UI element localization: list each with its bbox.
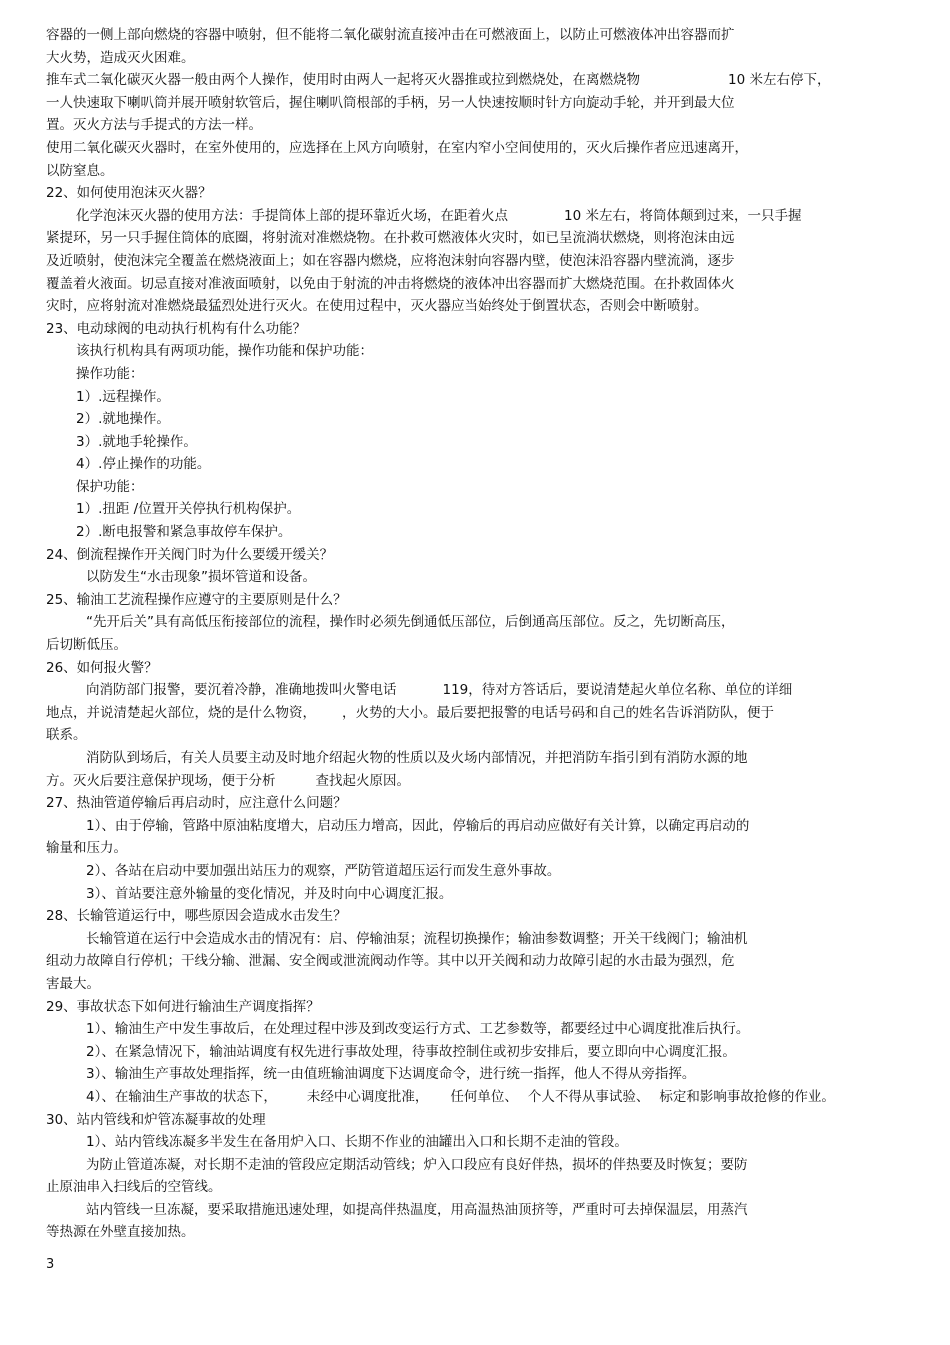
- text-segment: 4）、在输油生产事故的状态下，: [86, 1088, 277, 1105]
- text-segment: 个人不得从事试验、: [527, 1088, 650, 1105]
- question-heading: 29、事故状态下如何进行输油生产调度指挥？: [46, 998, 320, 1015]
- text-line: 为防止管道冻凝，对长期不走油的管段应定期活动管线；炉入口段应有良好伴热，损坏的伴热要及时恢复；要防: [86, 1156, 748, 1173]
- text-segment: 未经中心调度批准，: [306, 1088, 429, 1105]
- text-line: 1）、由于停输，管路中原油粘度增大，启动压力增高，因此，停输后的再启动应做好有关计算，以确定再启动的: [86, 817, 750, 834]
- text-line: 容器的一侧上部向燃烧的容器中喷射，但不能将二氧化碳射流直接冲击在可燃液面上，以防止可燃液体冲出容器而扩: [46, 27, 735, 43]
- text-line: 后切断低压。: [46, 637, 127, 654]
- text-line: [46, 1086, 910, 1109]
- question-heading: 22、如何使用泡沫灭火器？: [46, 185, 212, 202]
- text-line: 等热源在外壁直接加热。: [46, 1224, 195, 1241]
- text-line: 灾时，应将射流对准燃烧最猛烈处进行灭火。在使用过程中，灭火器应当始终处于倒置状态，否则会中断喷射。: [46, 298, 708, 315]
- text-line: 一人快速取下喇叭筒并展开喷射软管后，握住喇叭筒根部的手柄，另一人快速按顺时针方向旋动手轮，并开到最大位: [46, 94, 735, 111]
- text-line: 组动力故障自行停机；干线分输、泄漏、安全阀或泄流阀动作等。其中以开关阀和动力故障引起的水击最为强烈，危: [46, 953, 735, 970]
- page-number: 3: [46, 1257, 55, 1272]
- text-line: [46, 770, 910, 793]
- text-line: [46, 679, 910, 702]
- text-segment: 119，待对方答话后，要说清楚起火单位名称、单位的详细: [442, 682, 793, 699]
- text-line: [46, 69, 910, 92]
- text-line: 害最大。: [46, 975, 100, 992]
- text-line: 3）、输油生产事故处理指挥，统一由值班输油调度下达调度命令，进行统一指挥，他人不得从旁指挥。: [86, 1066, 696, 1083]
- question-heading: 24、倒流程操作开关阀门时为什么要缓开缓关？: [46, 546, 334, 563]
- question-heading: 26、如何报火警？: [46, 659, 158, 676]
- text-segment: 向消防部门报警，要沉着冷静，准确地拨叫火警电话: [86, 682, 397, 699]
- text-segment: 10 米左右停下，: [728, 72, 831, 89]
- text-line: [46, 205, 910, 228]
- question-heading: 30、站内管线和炉管冻凝事故的处理: [46, 1111, 266, 1128]
- text-line: 保护功能：: [76, 478, 144, 495]
- text-line: 站内管线一旦冻凝，要采取措施迅速处理，如提高伴热温度，用高温热油顶挤等，严重时可去掉保温层，用蒸汽: [86, 1201, 748, 1218]
- question-heading: 25、输油工艺流程操作应遵守的主要原则是什么？: [46, 591, 347, 608]
- text-segment: ，火势的大小。最后要把报警的电话号码和自己的姓名告诉消防队，便于: [342, 704, 774, 721]
- text-line: 以防窒息。: [46, 162, 114, 179]
- text-line: 长输管道在运行中会造成水击的情况有：启、停输油泵；流程切换操作；输油参数调整；开关干线阀门；输油机: [86, 930, 748, 947]
- text-line: 2）、各站在启动中要加强出站压力的观察，严防管道超压运行而发生意外事故。: [86, 862, 561, 879]
- text-segment: 标定和影响事故抢修的作业。: [659, 1088, 835, 1105]
- text-line: 1）、输油生产中发生事故后，在处理过程中涉及到改变运行方式、工艺参数等，都要经过中心调度批准后执行。: [86, 1021, 750, 1038]
- text-line: 及近喷射，使泡沫完全覆盖在燃烧液面上；如在容器内燃烧，应将泡沫射向容器内壁，使泡沫沿容器内壁流淌，逐步: [46, 252, 735, 269]
- text-line: 覆盖着火液面。切忌直接对准液面喷射，以免由于射流的冲击将燃烧的液体冲出容器而扩大燃烧范围。在扑救固体火: [46, 275, 735, 292]
- text-line: “先开后关”具有高低压衔接部位的流程，操作时必须先倒通低压部位，后倒通高压部位。反之，先切断高压，: [86, 614, 735, 631]
- text-line: 紧提环，另一只手握住筒体的底圈，将射流对准燃烧物。在扑救可燃液体火灾时，如已呈流淌状燃烧，则将泡沫由远: [46, 230, 735, 247]
- text-segment: 方。灭火后要注意保护现场，便于分析: [46, 772, 276, 789]
- text-line: 该执行机构具有两项功能，操作功能和保护功能：: [76, 343, 373, 360]
- list-item: 1）.扭距 /位置开关停执行机构保护。: [76, 501, 301, 518]
- text-segment: 化学泡沫灭火器的使用方法：手提筒体上部的提环靠近火场，在距着火点: [76, 207, 508, 224]
- text-line: 3）、首站要注意外输量的变化情况，并及时向中心调度汇报。: [86, 885, 453, 902]
- list-item: 4）.停止操作的功能。: [76, 456, 211, 473]
- text-line: 以防发生“水击现象”损坏管道和设备。: [86, 569, 316, 586]
- text-line: 联系。: [46, 727, 87, 744]
- text-segment: 推车式二氧化碳灭火器一般由两个人操作，使用时由两人一起将灭火器推或拉到燃烧处，在离燃烧物: [46, 72, 640, 89]
- text-line: 输量和压力。: [46, 840, 127, 857]
- text-line: 大火势，造成灭火困难。: [46, 49, 195, 66]
- list-item: 1）.远程操作。: [76, 388, 170, 405]
- text-line: 2）、在紧急情况下，输油站调度有权先进行事故处理，待事故控制住或初步安排后，要立即向中心调度汇报。: [86, 1043, 736, 1060]
- text-segment: 任何单位、: [450, 1088, 518, 1105]
- list-item: 2）.断电报警和紧急事故停车保护。: [76, 524, 292, 541]
- text-line: 止原油串入扫线后的空管线。: [46, 1179, 222, 1196]
- list-item: 2）.就地操作。: [76, 411, 170, 428]
- text-segment: 地点，并说清楚起火部位，烧的是什么物资，: [46, 704, 316, 721]
- text-segment: 查找起火原因。: [315, 772, 410, 789]
- text-line: 消防队到场后，有关人员要主动及时地介绍起火物的性质以及火场内部情况，并把消防车指引到有消防水源的地: [86, 750, 748, 766]
- question-heading: 28、长输管道运行中，哪些原因会造成水击发生？: [46, 908, 347, 925]
- text-line: 1）、站内管线冻凝多半发生在备用炉入口、长期不作业的油罐出入口和长期不走油的管段。: [86, 1134, 628, 1151]
- question-heading: 23、电动球阀的电动执行机构有什么功能？: [46, 320, 307, 337]
- text-line: 操作功能：: [76, 365, 144, 382]
- list-item: 3）.就地手轮操作。: [76, 433, 197, 450]
- text-line: 置。灭火方法与手提式的方法一样。: [46, 117, 262, 134]
- text-segment: 10 米左右，将筒体颠到过来，一只手握: [564, 207, 802, 224]
- text-line: [46, 702, 910, 725]
- text-line: 使用二氧化碳灭火器时，在室外使用的，应选择在上风方向喷射，在室内窄小空间使用的，灭火后操作者应迅速离开，: [46, 139, 748, 156]
- question-heading: 27、热油管道停输后再启动时，应注意什么问题？: [46, 795, 347, 812]
